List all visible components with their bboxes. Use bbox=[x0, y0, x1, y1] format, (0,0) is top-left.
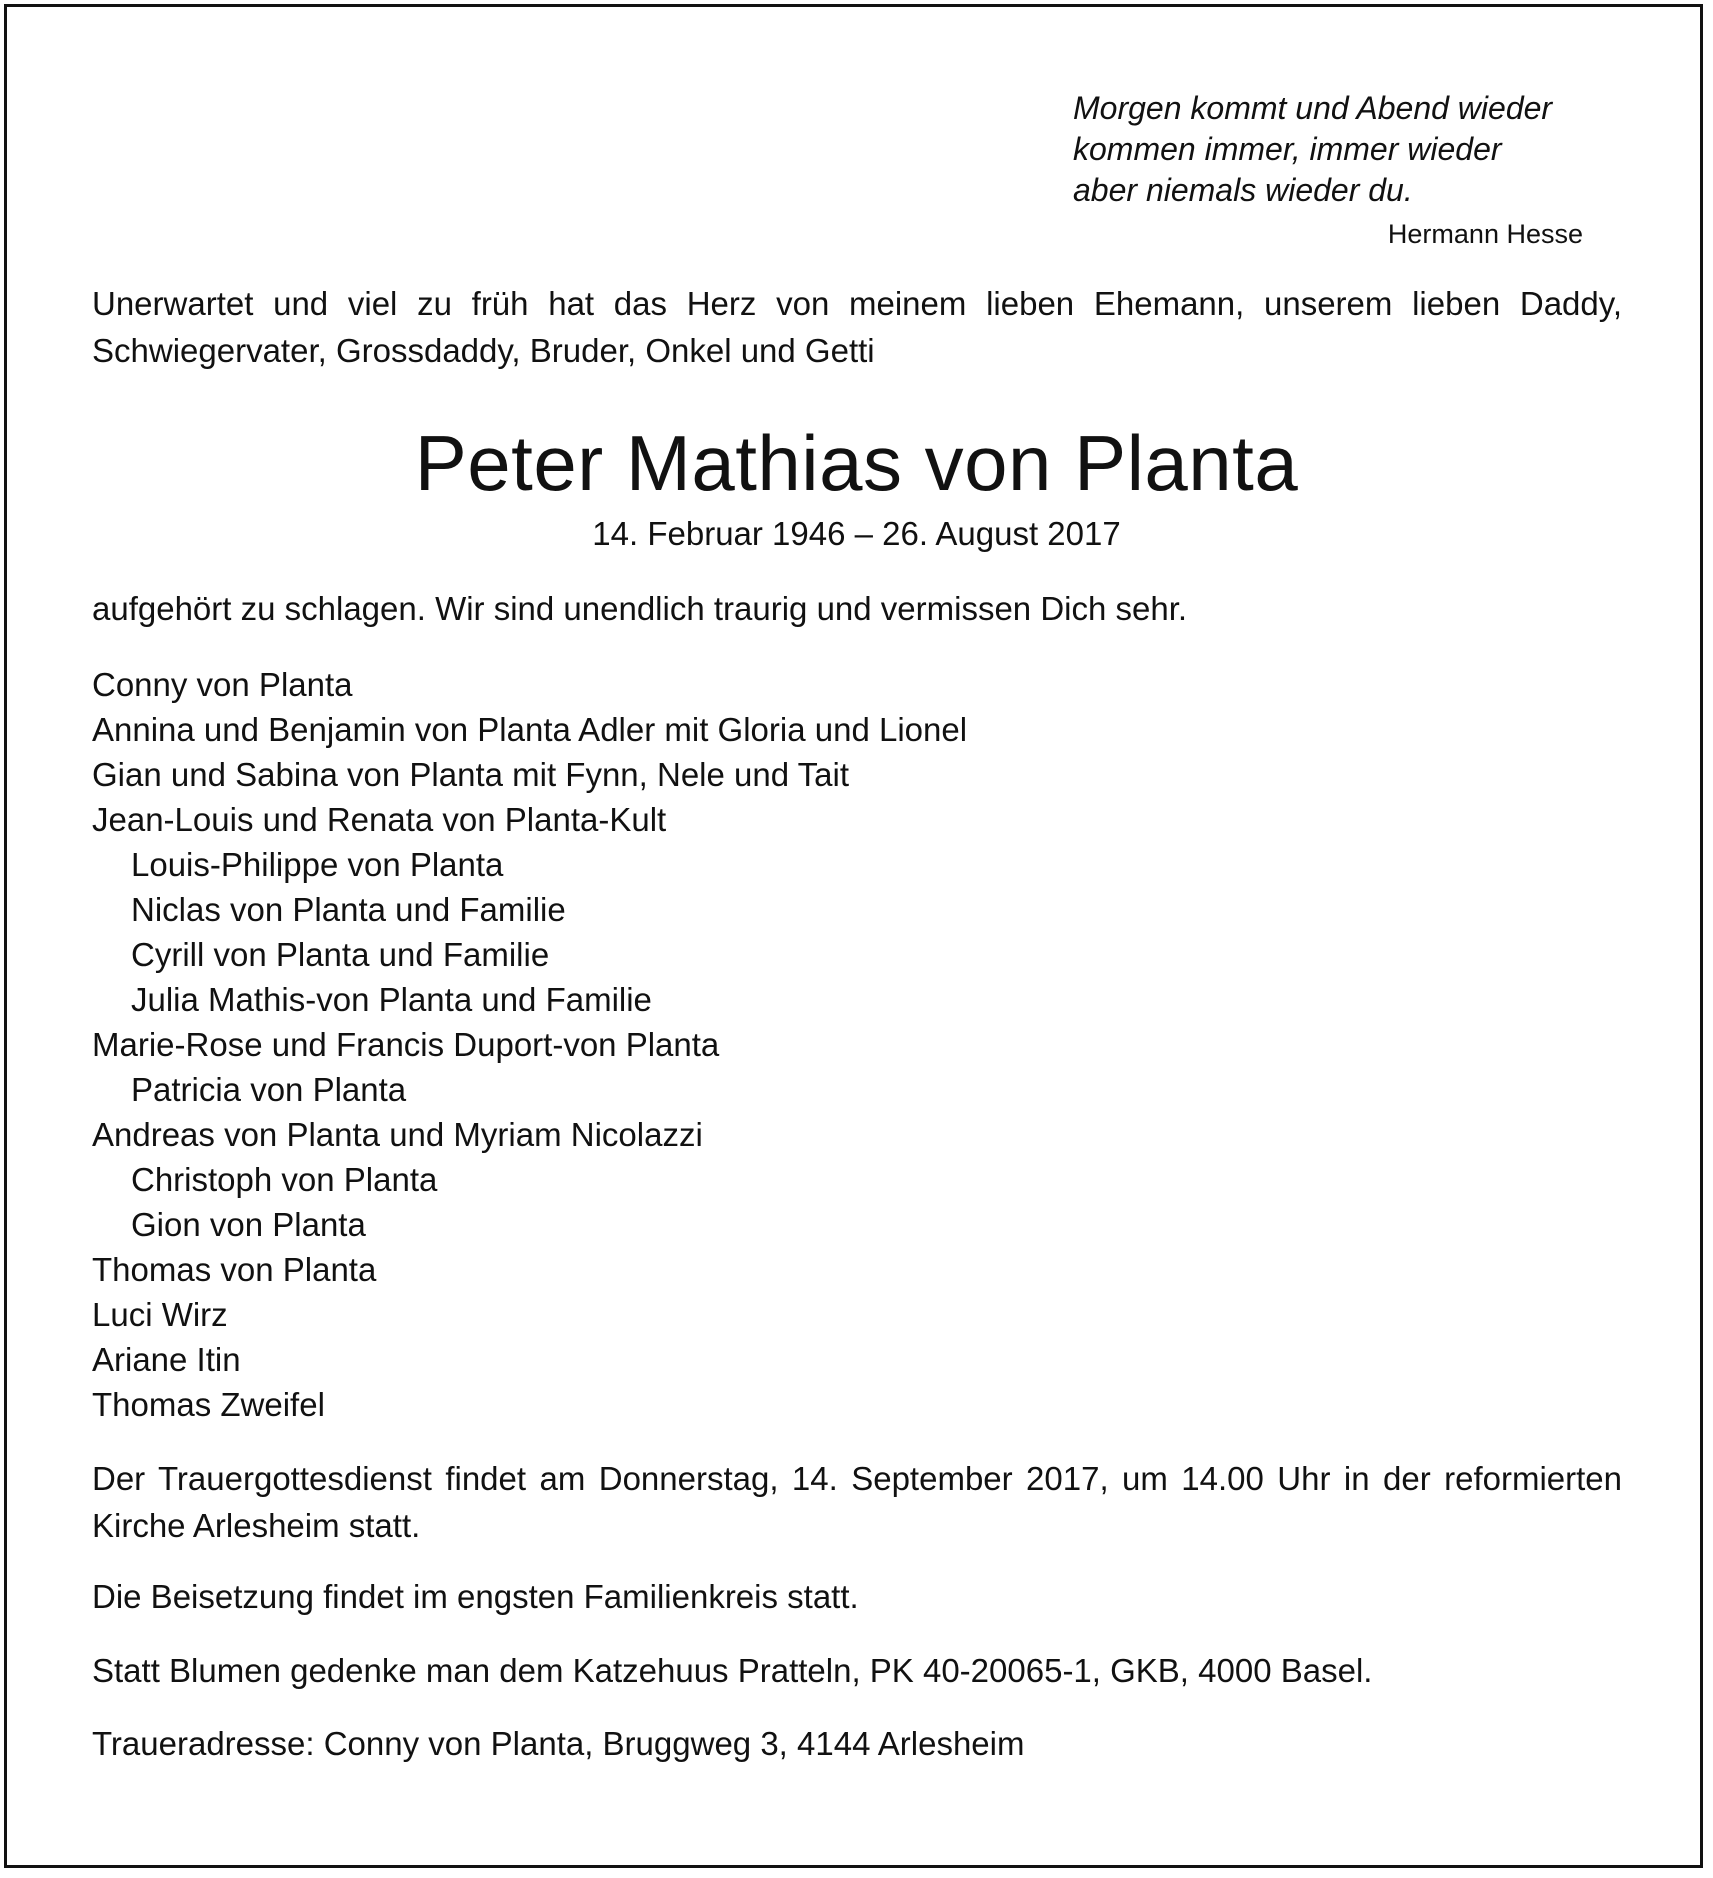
mourner-item: Annina und Benjamin von Planta Adler mit Gloria und Lionel bbox=[92, 711, 968, 748]
epigraph bbox=[1073, 88, 1633, 251]
donation-info: Statt Blumen gedenke man dem Katzehuus Pratteln, PK 40-20065-1, GKB, 4000 Basel. bbox=[92, 1652, 1373, 1689]
mourning-address: Traueradresse: Conny von Planta, Bruggweg 3, 4144 Arlesheim bbox=[92, 1725, 1025, 1762]
life-dates: 14. Februar 1946 – 26. August 2017 bbox=[592, 515, 1121, 552]
epigraph-author: Hermann Hesse bbox=[1387, 219, 1583, 249]
mourner-item: Christoph von Planta bbox=[131, 1161, 438, 1198]
epigraph-line: aber niemals wieder du. bbox=[1073, 172, 1413, 208]
intro-text: Unerwartet und viel zu früh hat das Herz von meinem lieben Ehemann, unserem lieben Daddy, Schwiegervater, Grossdaddy, Bruder, Onkel und Getti bbox=[92, 285, 1622, 369]
mourner-item: Julia Mathis-von Planta und Familie bbox=[131, 981, 652, 1018]
service-info: Der Trauergottesdienst findet am Donnerstag, 14. September 2017, um 14.00 Uhr in der reformierten Kirche Arlesheim statt. bbox=[92, 1460, 1622, 1544]
epigraph-line: kommen immer, immer wieder bbox=[1073, 131, 1502, 167]
mourner-item: Ariane Itin bbox=[92, 1341, 241, 1378]
mourner-item: Conny von Planta bbox=[92, 666, 353, 703]
mourner-item: Thomas Zweifel bbox=[92, 1386, 325, 1423]
closing-text: aufgehört zu schlagen. Wir sind unendlich traurig und vermissen Dich sehr. bbox=[92, 590, 1188, 627]
burial-info: Die Beisetzung findet im engsten Familienkreis statt. bbox=[92, 1578, 859, 1615]
mourner-item: Cyrill von Planta und Familie bbox=[131, 936, 550, 973]
epigraph-line: Morgen kommt und Abend wieder bbox=[1073, 90, 1553, 126]
mourner-item: Luci Wirz bbox=[92, 1296, 228, 1333]
mourner-item: Gian und Sabina von Planta mit Fynn, Nele und Tait bbox=[92, 756, 850, 793]
mourner-item: Jean-Louis und Renata von Planta-Kult bbox=[92, 801, 667, 838]
mourners-list bbox=[92, 662, 1622, 1427]
deceased-name: Peter Mathias von Planta bbox=[414, 419, 1299, 507]
mourner-item: Gion von Planta bbox=[131, 1206, 366, 1243]
mourner-item: Thomas von Planta bbox=[92, 1251, 377, 1288]
mourner-item: Marie-Rose und Francis Duport-von Planta bbox=[92, 1026, 720, 1063]
mourner-item: Louis-Philippe von Planta bbox=[131, 846, 504, 883]
mourner-item: Patricia von Planta bbox=[131, 1071, 407, 1108]
mourner-item: Niclas von Planta und Familie bbox=[131, 891, 566, 928]
mourner-item: Andreas von Planta und Myriam Nicolazzi bbox=[92, 1116, 703, 1153]
